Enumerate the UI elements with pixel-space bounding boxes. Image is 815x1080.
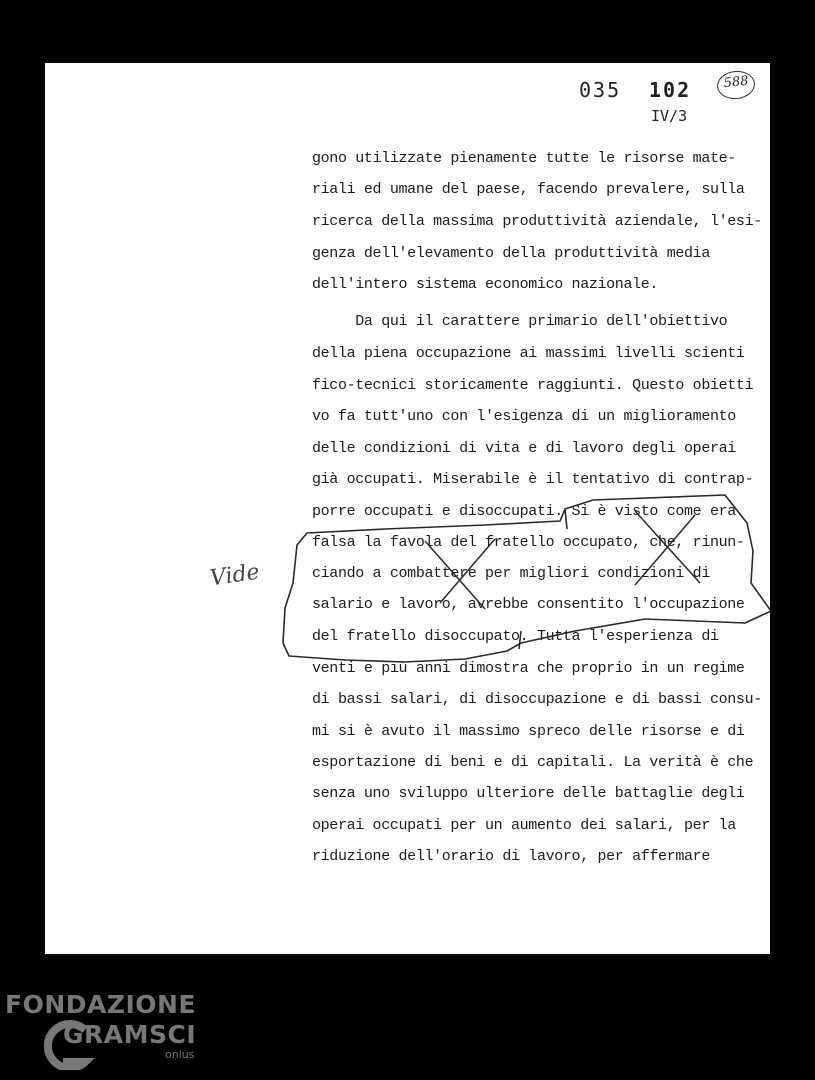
archive-number-right: 102 (649, 78, 692, 102)
text-line: ciando a combattere per migliori condizioni di (312, 565, 710, 582)
text-line: già occupati. Miserabile è il tentativo di contrap- (312, 471, 754, 488)
text-line: venti e più anni dimostra che proprio in un regime (312, 660, 745, 677)
text-line: delle condizioni di vita e di lavoro degli operai (312, 440, 736, 457)
text-line: di bassi salari, di disoccupazione e di bassi consu- (312, 691, 762, 708)
text-line: salario e lavoro, avrebbe consentito l'occupazione (312, 596, 745, 613)
text-line: gono utilizzate pienamente tutte le risorse mate- (312, 150, 736, 167)
logo-line-1: FONDAZIONE (5, 990, 197, 1019)
text-line: ricerca della massima produttività aziendale, l'esi- (312, 213, 762, 230)
text-line: vo fa tutt'uno con l'esigenza di un miglioramento (312, 408, 736, 425)
logo-line-3: onlus (165, 1048, 195, 1061)
circled-page-number-text: 588 (723, 73, 750, 92)
text-line: genza dell'elevamento della produttività media (312, 245, 710, 262)
text-line: riali ed umane del paese, facendo prevalere, sulla (312, 181, 745, 198)
text-line: esportazione di beni e di capitali. La verità è che (312, 754, 754, 771)
archive-number-left: 035 (579, 78, 622, 102)
text-line: dell'intero sistema economico nazionale. (312, 276, 659, 293)
section-reference: IV/3 (651, 107, 688, 125)
text-line: porre occupati e disoccupati. Si è visto come era (312, 503, 736, 520)
text-line: fico-tecnici storicamente raggiunti. Questo obietti (312, 377, 754, 394)
fondazione-gramsci-logo (5, 990, 205, 1070)
circled-page-number (716, 69, 757, 101)
text-line: riduzione dell'orario di lavoro, per affermare (312, 848, 710, 865)
document-page (45, 63, 770, 954)
text-line: falsa la favola del fratello occupato, che, rinun- (312, 534, 745, 551)
text-line: operai occupati per un aumento dei salari, per la (312, 817, 736, 834)
text-line: della piena occupazione ai massimi livelli scienti (312, 345, 745, 362)
logo-line-2: GRAMSCI (63, 1020, 197, 1049)
text-line: mi si è avuto il massimo spreco delle risorse e di (312, 723, 745, 740)
margin-note: Vide (208, 559, 262, 592)
text-line: Da qui il carattere primario dell'obiettivo (312, 313, 728, 330)
text-line: del fratello disoccupato. Tutta l'esperienza di (312, 628, 719, 645)
text-line: senza uno sviluppo ulteriore delle battaglie degli (312, 785, 745, 802)
